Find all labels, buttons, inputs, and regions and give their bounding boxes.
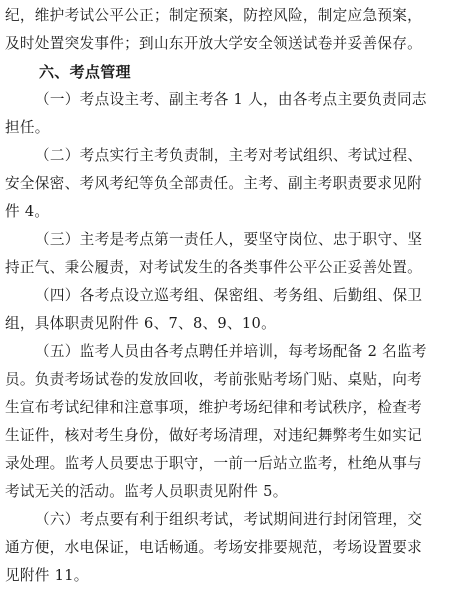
text-line: 纪，维护考试公平公正；制定预案，防控风险，制定应急预案， (5, 7, 423, 24)
text-line: 安全保密、考风考纪等负全部责任。主考、副主考职责要求见附 (5, 175, 423, 192)
text-line: 生证件，核对考生身份，做好考场清理，对违纪舞弊考生如实记 (5, 427, 423, 444)
text-line: 考试无关的活动。监考人员职责见附件 5。 (5, 483, 288, 500)
text-line: 担任。 (5, 119, 50, 136)
text-line: 录处理。监考人员要忠于职守，一前一后站立监考，杜绝从事与 (5, 455, 423, 472)
text-line: （六）考点要有利于组织考试，考试期间进行封闭管理，交 (35, 511, 423, 528)
text-line: （五）监考人员由各考点聘任并培训，每考场配备 2 名监考 (35, 343, 427, 360)
text-line: 生宣布考试纪律和注意事项，维护考场纪律和考试秩序，检查考 (5, 399, 423, 416)
text-line: （四）各考点设立巡考组、保密组、考务组、后勤组、保卫 (35, 287, 423, 304)
text-line: （三）主考是考点第一责任人，要坚守岗位、忠于职守、坚 (35, 231, 423, 248)
text-line: 件 4。 (5, 203, 50, 220)
text-line: 及时处置突发事件；到山东开放大学安全领送试卷并妥善保存。 (5, 35, 423, 52)
section-heading: 六、考点管理 (39, 63, 131, 81)
text-line: 员。负责考场试卷的发放回收，考前张贴考场门贴、桌贴，向考 (5, 371, 423, 388)
text-line: 通方便，水电保证，电话畅通。考场安排要规范，考场设置要求 (5, 539, 423, 556)
text-line: 组，具体职责见附件 6、7、8、9、10。 (5, 315, 276, 332)
text-line: 见附件 11。 (5, 567, 89, 584)
text-line: （一）考点设主考、副主考各 1 人，由各考点主要负责同志 (35, 91, 427, 108)
text-line: 持正气、秉公履责，对考试发生的各类事件公平公正妥善处置。 (5, 259, 423, 276)
text-line: （二）考点实行主考负责制，主考对考试组织、考试过程、 (35, 147, 423, 164)
